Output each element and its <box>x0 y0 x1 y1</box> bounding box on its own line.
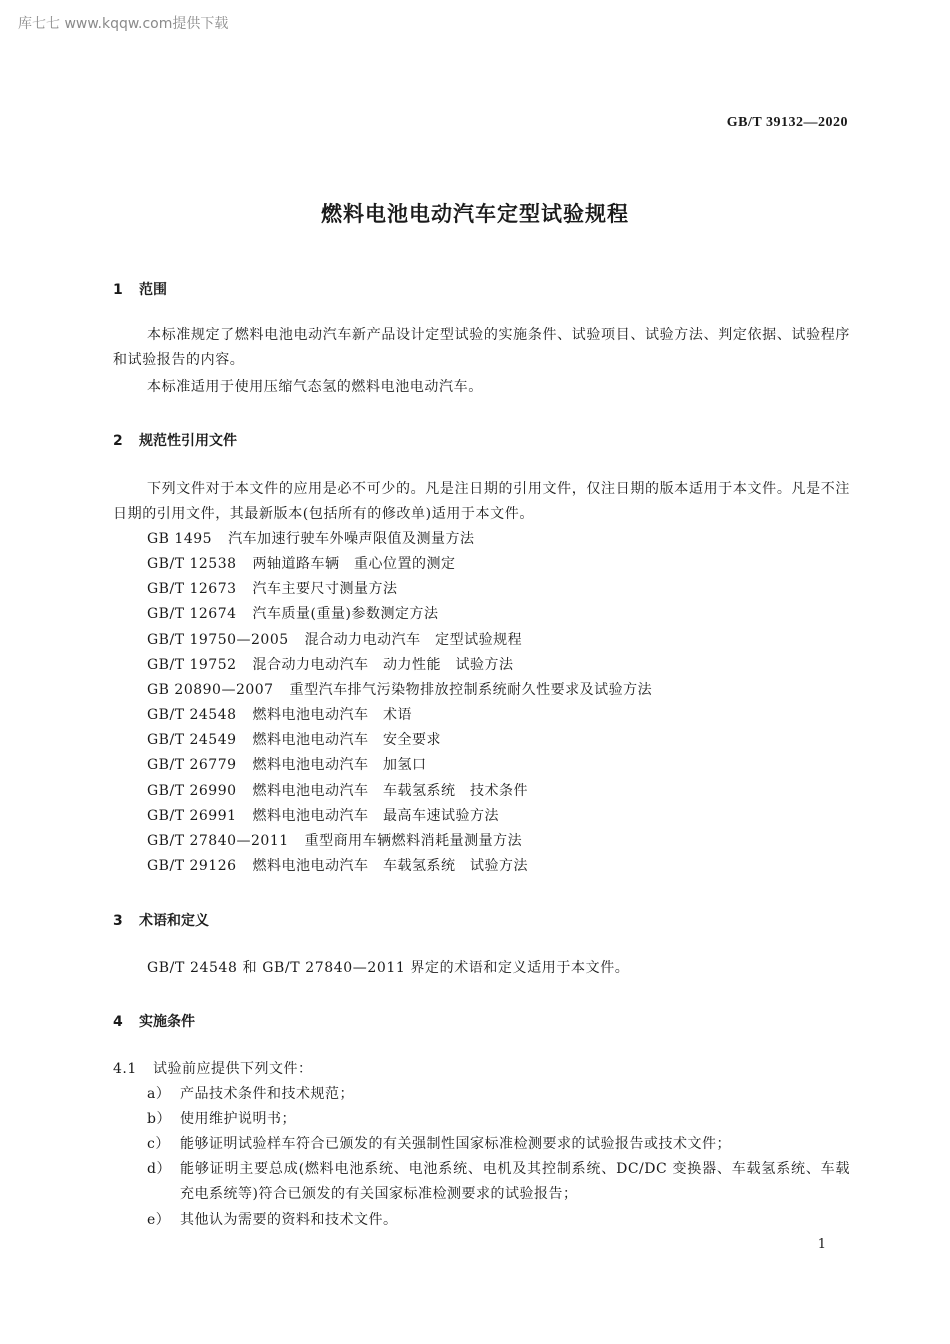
reference-title: 两轴道路车辆 重心位置的测定 <box>252 556 456 572</box>
reference-title: 汽车加速行驶车外噪声限值及测量方法 <box>228 531 475 547</box>
section-3-heading <box>113 910 209 930</box>
reference-item <box>147 552 456 577</box>
reference-item <box>147 829 522 854</box>
section-number: 3 <box>113 913 123 929</box>
reference-code: GB 1495 <box>147 531 213 547</box>
list-marker: b） <box>147 1111 171 1127</box>
reference-item <box>147 703 412 728</box>
reference-item <box>147 653 514 678</box>
document-title: 燃料电池电动汽车定型试验规程 <box>321 202 629 226</box>
list-item <box>147 1208 850 1233</box>
section-title: 术语和定义 <box>139 913 209 929</box>
clause-text: 试验前应提供下列文件： <box>153 1061 313 1077</box>
section-number: 4 <box>113 1014 123 1030</box>
reference-code: GB/T 29126 <box>147 858 237 874</box>
reference-code: GB/T 19750—2005 <box>147 632 289 648</box>
reference-code: GB/T 26990 <box>147 783 237 799</box>
reference-title: 重型商用车辆燃料消耗量测量方法 <box>304 833 523 849</box>
reference-title: 燃料电池电动汽车 术语 <box>252 707 413 723</box>
page-number: 1 <box>817 1237 826 1252</box>
standard-code: GB/T 39132—2020 <box>726 115 848 130</box>
clause-number: 4.1 <box>113 1061 137 1077</box>
reference-code: GB/T 12674 <box>147 606 237 622</box>
reference-item <box>147 804 499 829</box>
list-marker: c） <box>147 1136 170 1152</box>
section-title: 范围 <box>139 282 167 298</box>
reference-code: GB/T 12673 <box>147 581 237 597</box>
list-item-text: 使用维护说明书； <box>180 1111 296 1127</box>
list-item <box>147 1107 850 1132</box>
reference-code: GB/T 24549 <box>147 732 237 748</box>
section-number: 2 <box>113 433 123 449</box>
watermark: 库七七 www.kqqw.com提供下载 <box>18 16 229 32</box>
reference-item <box>147 779 528 804</box>
reference-code: GB/T 12538 <box>147 556 237 572</box>
reference-code: GB/T 26779 <box>147 757 237 773</box>
list-item-text: 能够证明主要总成(燃料电池系统、电池系统、电机及其控制系统、DC/DC 变换器、车载氢系统、车载充电系统等)符合已颁发的有关国家标准检测要求的试验报告； <box>180 1161 850 1202</box>
section-2-intro: 下列文件对于本文件的应用是必不可少的。凡是注日期的引用文件，仅注日期的版本适用于本文件。凡是不注日期的引用文件，其最新版本(包括所有的修改单)适用于本文件。 <box>113 481 850 522</box>
reference-title: 汽车质量(重量)参数测定方法 <box>252 606 439 622</box>
reference-title: 燃料电池电动汽车 最高车速试验方法 <box>252 808 500 824</box>
reference-code: GB/T 26991 <box>147 808 237 824</box>
section-3-paragraph: GB/T 24548 和 GB/T 27840—2011 界定的术语和定义适用于本文件。 <box>147 960 630 976</box>
reference-code: GB 20890—2007 <box>147 682 274 698</box>
reference-item <box>147 854 528 879</box>
list-item <box>147 1157 850 1207</box>
reference-item <box>147 628 522 653</box>
reference-title: 混合动力电动汽车 动力性能 试验方法 <box>252 657 514 673</box>
section-1-paragraph-2: 本标准适用于使用压缩气态氢的燃料电池电动汽车。 <box>147 379 483 395</box>
list-item <box>147 1132 850 1157</box>
reference-item <box>147 602 438 627</box>
section-title: 实施条件 <box>139 1014 195 1030</box>
list-item <box>147 1082 850 1107</box>
section-1-heading <box>113 279 167 299</box>
section-1-paragraph-1: 本标准规定了燃料电池电动汽车新产品设计定型试验的实施条件、试验项目、试验方法、判定依据、试验程序和试验报告的内容。 <box>113 327 850 368</box>
section-2-heading <box>113 430 237 450</box>
list-marker: a） <box>147 1086 171 1102</box>
section-4-heading <box>113 1011 195 1031</box>
reference-title: 燃料电池电动汽车 安全要求 <box>252 732 442 748</box>
reference-item <box>147 728 441 753</box>
list-marker: e） <box>147 1212 171 1228</box>
reference-item <box>147 753 427 778</box>
reference-title: 重型汽车排气污染物排放控制系统耐久性要求及试验方法 <box>289 682 653 698</box>
reference-title: 燃料电池电动汽车 车载氢系统 技术条件 <box>252 783 529 799</box>
reference-item <box>147 527 475 552</box>
reference-title: 混合动力电动汽车 定型试验规程 <box>304 632 523 648</box>
reference-title: 燃料电池电动汽车 车载氢系统 试验方法 <box>252 858 529 874</box>
section-number: 1 <box>113 282 123 298</box>
reference-title: 燃料电池电动汽车 加氢口 <box>252 757 427 773</box>
reference-item <box>147 577 398 602</box>
reference-code: GB/T 19752 <box>147 657 237 673</box>
clause-4-1 <box>113 1057 313 1082</box>
reference-code: GB/T 27840—2011 <box>147 833 289 849</box>
reference-code: GB/T 24548 <box>147 707 237 723</box>
list-item-text: 其他认为需要的资料和技术文件。 <box>180 1212 398 1228</box>
reference-item <box>147 678 652 703</box>
reference-title: 汽车主要尺寸测量方法 <box>252 581 398 597</box>
list-item-text: 能够证明试验样车符合已颁发的有关强制性国家标准检测要求的试验报告或技术文件； <box>180 1136 731 1152</box>
list-item-text: 产品技术条件和技术规范； <box>180 1086 354 1102</box>
list-marker: d） <box>147 1161 171 1177</box>
section-title: 规范性引用文件 <box>139 433 237 449</box>
